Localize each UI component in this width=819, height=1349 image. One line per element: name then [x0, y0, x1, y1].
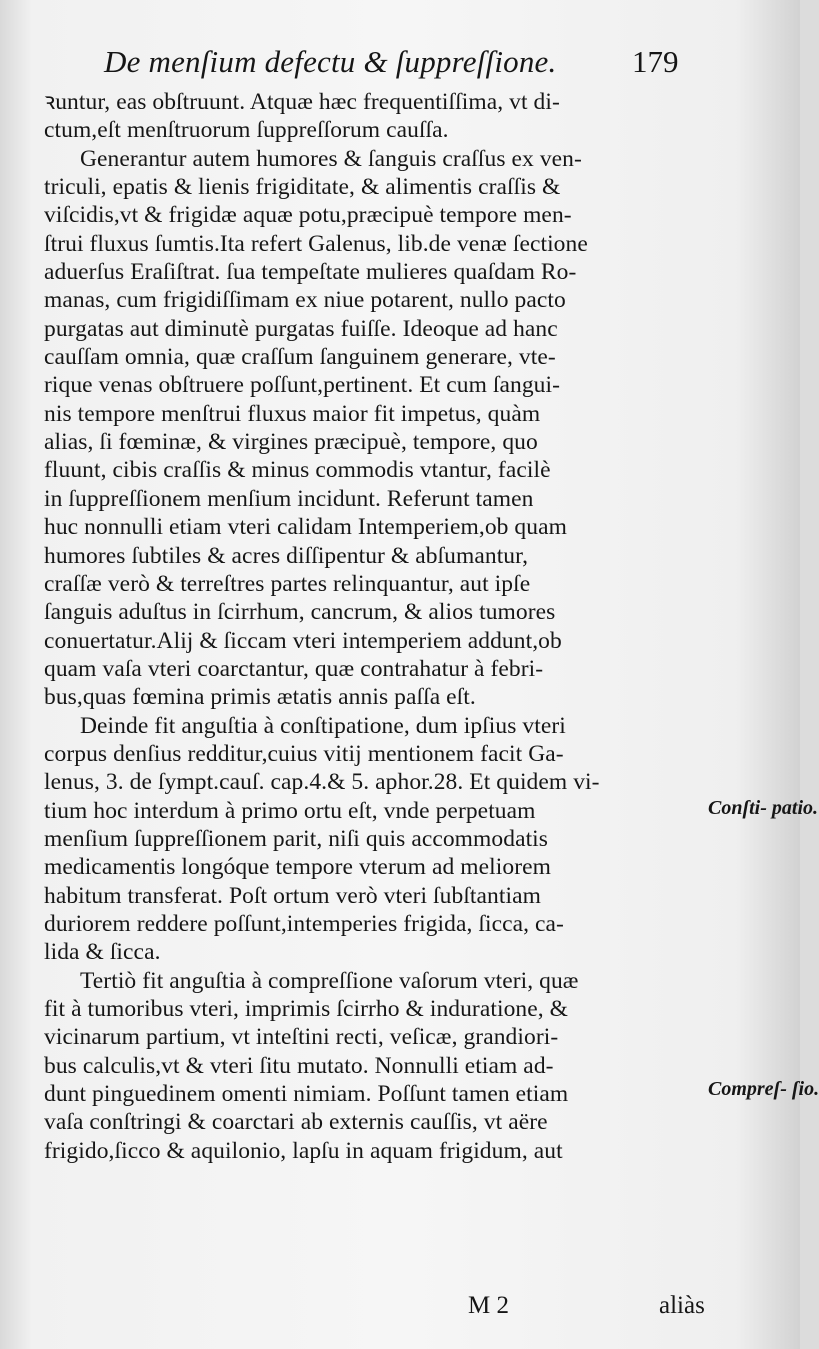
text-line-23: Deinde fit anguſtia à conſtipatione, dum ipſius vteri: [80, 712, 566, 739]
page-header: [0, 44, 800, 88]
text-line-29: habitum transferat. Poſt ortum verò vteri ſubſtantiam: [44, 882, 541, 909]
text-line-6: ſtrui fluxus ſumtis.Ita refert Galenus, lib.de venæ ſectione: [44, 230, 588, 257]
text-line-32: Tertiò fit anguſtia à compreſſione vaſorum vteri, quæ: [80, 967, 579, 994]
text-line-37: vaſa conſtringi & coarctari ab externis cauſſis, vt aëre: [44, 1109, 548, 1136]
text-line-7: aduerſus Eraſiſtrat. ſua tempeſtate mulieres quaſdam Ro-: [44, 259, 577, 286]
text-line-19: ſanguis aduſtus in ſcirrhum, cancrum, & alios tumores: [44, 599, 556, 626]
text-line-13: alias, ſi fœminæ, & virgines præcipuè, tempore, quo: [44, 429, 538, 456]
text-line-38: frigido,ſicco & aquilonio, lapſu in aquam frigidum, aut: [44, 1137, 563, 1164]
text-line-27: menſium ſuppreſſionem parit, niſi quis accommodatis: [44, 825, 549, 852]
text-line-20: conuertatur.Alij & ſiccam vteri intemperiem addunt,ob: [44, 627, 562, 654]
text-line-15: in ſuppreſſionem menſium incidunt. Referunt tamen: [44, 485, 534, 512]
body-text: [44, 88, 710, 1165]
text-line-22: bus,quas fœmina primis ætatis annis paſſa eſt.: [44, 684, 476, 711]
running-title: De menſium defectu & ſuppreſſione.: [104, 44, 557, 79]
text-line-35: bus calculis,vt & vteri ſitu mutato. Nonnulli etiam ad-: [44, 1052, 554, 1079]
text-line-26: tium hoc interdum à primo ortu eſt, vnde perpetuam: [44, 797, 536, 824]
page-footer: [0, 1292, 800, 1326]
text-line-14: fluunt, cibis craſſis & minus commodis vtantur, facilè: [44, 457, 551, 484]
text-line-2: ctum,eſt menſtruorum ſuppreſſorum cauſſa.: [44, 117, 449, 144]
text-line-10: cauſſam omnia, quæ craſſum ſanguinem generare, vte-: [44, 344, 556, 371]
page-number: 179: [632, 44, 679, 79]
text-line-21: quam vaſa vteri coarctantur, quæ contrahatur à febri-: [44, 655, 544, 682]
margin-note-compressio: Compreſ- ſio.: [708, 1078, 819, 1100]
catchword: aliàs: [659, 1292, 705, 1319]
text-line-1: ꝛuntur, eas obſtruunt. Atquæ hæc frequentiſſima, vt di-: [44, 89, 560, 115]
text-line-33: fit à tumoribus vteri, imprimis ſcirrho & induratione, &: [44, 996, 569, 1022]
text-line-8: manas, cum frigidiſſimam ex niue potarent, nullo pacto: [44, 287, 566, 314]
text-line-24: corpus denſius redditur,cuius vitij mentionem facit Ga-: [44, 740, 564, 767]
text-line-9: purgatas aut diminutè purgatas fuiſſe. Ideoque ad hanc: [44, 315, 558, 342]
margin-note-constipatio: Conſti- patio.: [708, 797, 819, 819]
text-line-36: dunt pinguedinem omenti nimiam. Poſſunt tamen etiam: [44, 1081, 569, 1108]
text-line-25: lenus, 3. de ſympt.cauſ. cap.4.& 5. aphor.28. Et quidem vi-: [44, 769, 600, 796]
text-line-34: vicinarum partium, vt inteſtini recti, veſicæ, grandiori-: [44, 1024, 559, 1051]
text-line-28: medicamentis longóque tempore vterum ad meliorem: [44, 854, 551, 881]
signature-mark: M 2: [468, 1292, 509, 1319]
text-line-5: viſcidis,vt & frigidæ aquæ potu,præcipuè tempore men-: [44, 202, 572, 229]
text-line-16: huc nonnulli etiam vteri calidam Intemperiem,ob quam: [44, 514, 567, 541]
text-line-18: craſſæ verò & terreſtres partes relinquantur, aut ipſe: [44, 570, 531, 597]
text-line-3: Generantur autem humores & ſanguis craſſus ex ven-: [80, 145, 582, 172]
text-line-12: nis tempore menſtrui fluxus maior fit impetus, quàm: [44, 400, 541, 427]
text-line-30: duriorem reddere poſſunt,intemperies frigida, ſicca, ca-: [44, 910, 564, 937]
text-line-4: triculi, epatis & lienis frigiditate, & alimentis craſſis &: [44, 174, 561, 201]
text-line-31: lida & ſicca.: [44, 939, 161, 966]
text-line-17: humores ſubtiles & acres diſſipentur & abſumantur,: [44, 542, 529, 569]
text-line-11: rique venas obſtruere poſſunt,pertinent. Et cum ſangui-: [44, 372, 561, 399]
